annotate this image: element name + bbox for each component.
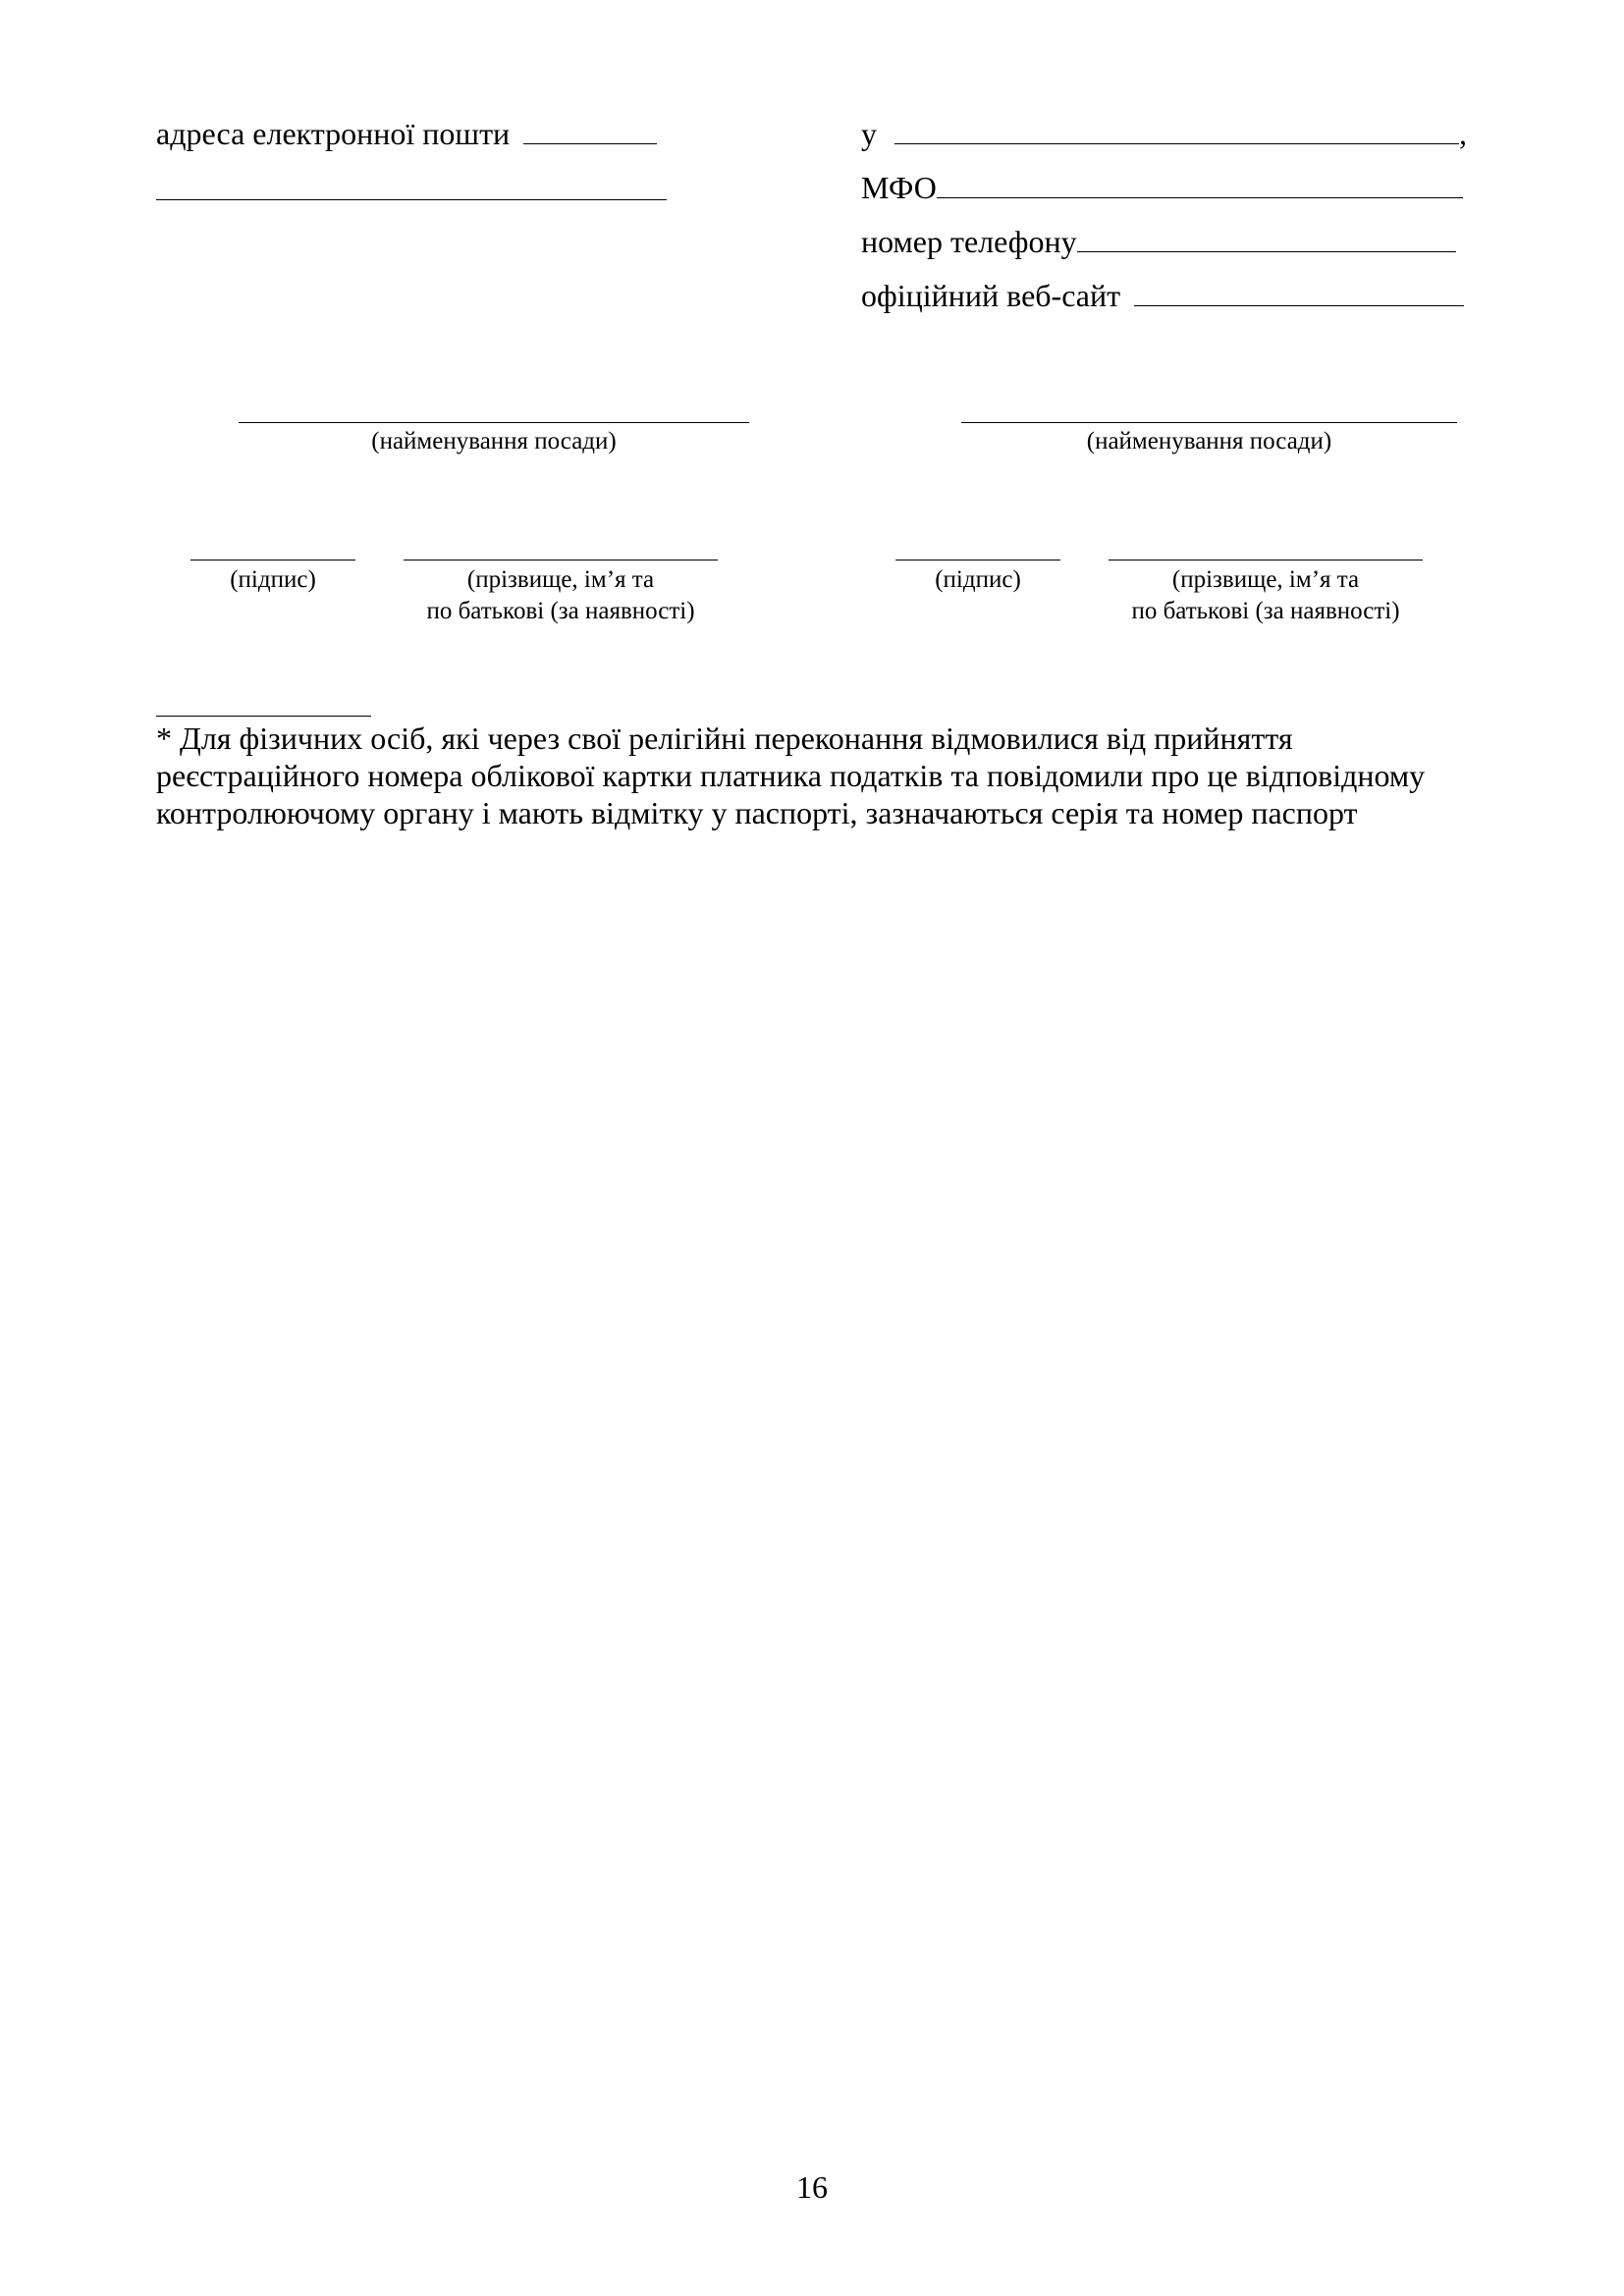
page-number: 16 bbox=[796, 2169, 828, 2205]
signature-caption-right: (підпис) bbox=[935, 566, 1021, 593]
website-label: офіційний веб-сайт bbox=[861, 278, 1121, 313]
mfo-field-row bbox=[861, 170, 1463, 205]
footnote-line-1: * Для фізичних осіб, які через свої релігійні переконання відмовилися від прийняття bbox=[156, 721, 1293, 756]
signature-caption-left: (підпис) bbox=[230, 566, 316, 593]
fullname-caption-left-line2: по батькові (за наявності) bbox=[426, 598, 695, 624]
signature-blank-right[interactable] bbox=[895, 560, 1060, 561]
bank-field-row bbox=[861, 116, 1467, 151]
website-field-blank[interactable] bbox=[1134, 280, 1464, 306]
fullname-caption-right-line1: (прізвище, ім’я та bbox=[1171, 566, 1360, 593]
fullname-caption-right-line2: по батькові (за наявності) bbox=[1131, 598, 1400, 624]
footnote-separator bbox=[156, 716, 371, 717]
bank-suffix: , bbox=[1459, 116, 1467, 151]
phone-field-row bbox=[861, 224, 1456, 259]
position-caption-right: (найменування посади) bbox=[1086, 428, 1332, 454]
position-blank-right[interactable] bbox=[961, 422, 1457, 423]
fullname-blank-right[interactable] bbox=[1109, 560, 1423, 561]
website-field-row bbox=[861, 278, 1464, 313]
bank-prefix: у bbox=[861, 116, 877, 151]
fullname-caption-left-line1: (прізвище, ім’я та bbox=[466, 566, 655, 593]
fullname-blank-left[interactable] bbox=[404, 560, 718, 561]
footnote-line-3: контролюючому органу і мають відмітку у паспорті, зазначаються серія та номер паспорт bbox=[156, 795, 1358, 830]
footnote bbox=[156, 720, 1531, 831]
bank-name-field-blank[interactable] bbox=[894, 118, 1459, 144]
phone-label: номер телефону bbox=[861, 224, 1077, 259]
email-field-blank[interactable] bbox=[523, 118, 657, 144]
phone-field-blank[interactable] bbox=[1077, 226, 1456, 252]
email-continuation-blank[interactable] bbox=[156, 199, 667, 200]
email-label: адреса електронної пошти bbox=[156, 116, 511, 151]
mfo-label: МФО bbox=[861, 170, 937, 205]
email-field-row bbox=[156, 116, 657, 151]
signature-blank-left[interactable] bbox=[190, 560, 355, 561]
position-blank-left[interactable] bbox=[239, 422, 749, 423]
mfo-field-blank[interactable] bbox=[937, 172, 1463, 198]
footnote-line-2: реєстраційного номера облікової картки платника податків та повідомили про це відповідному bbox=[156, 758, 1426, 793]
position-caption-left: (найменування посади) bbox=[371, 428, 617, 454]
